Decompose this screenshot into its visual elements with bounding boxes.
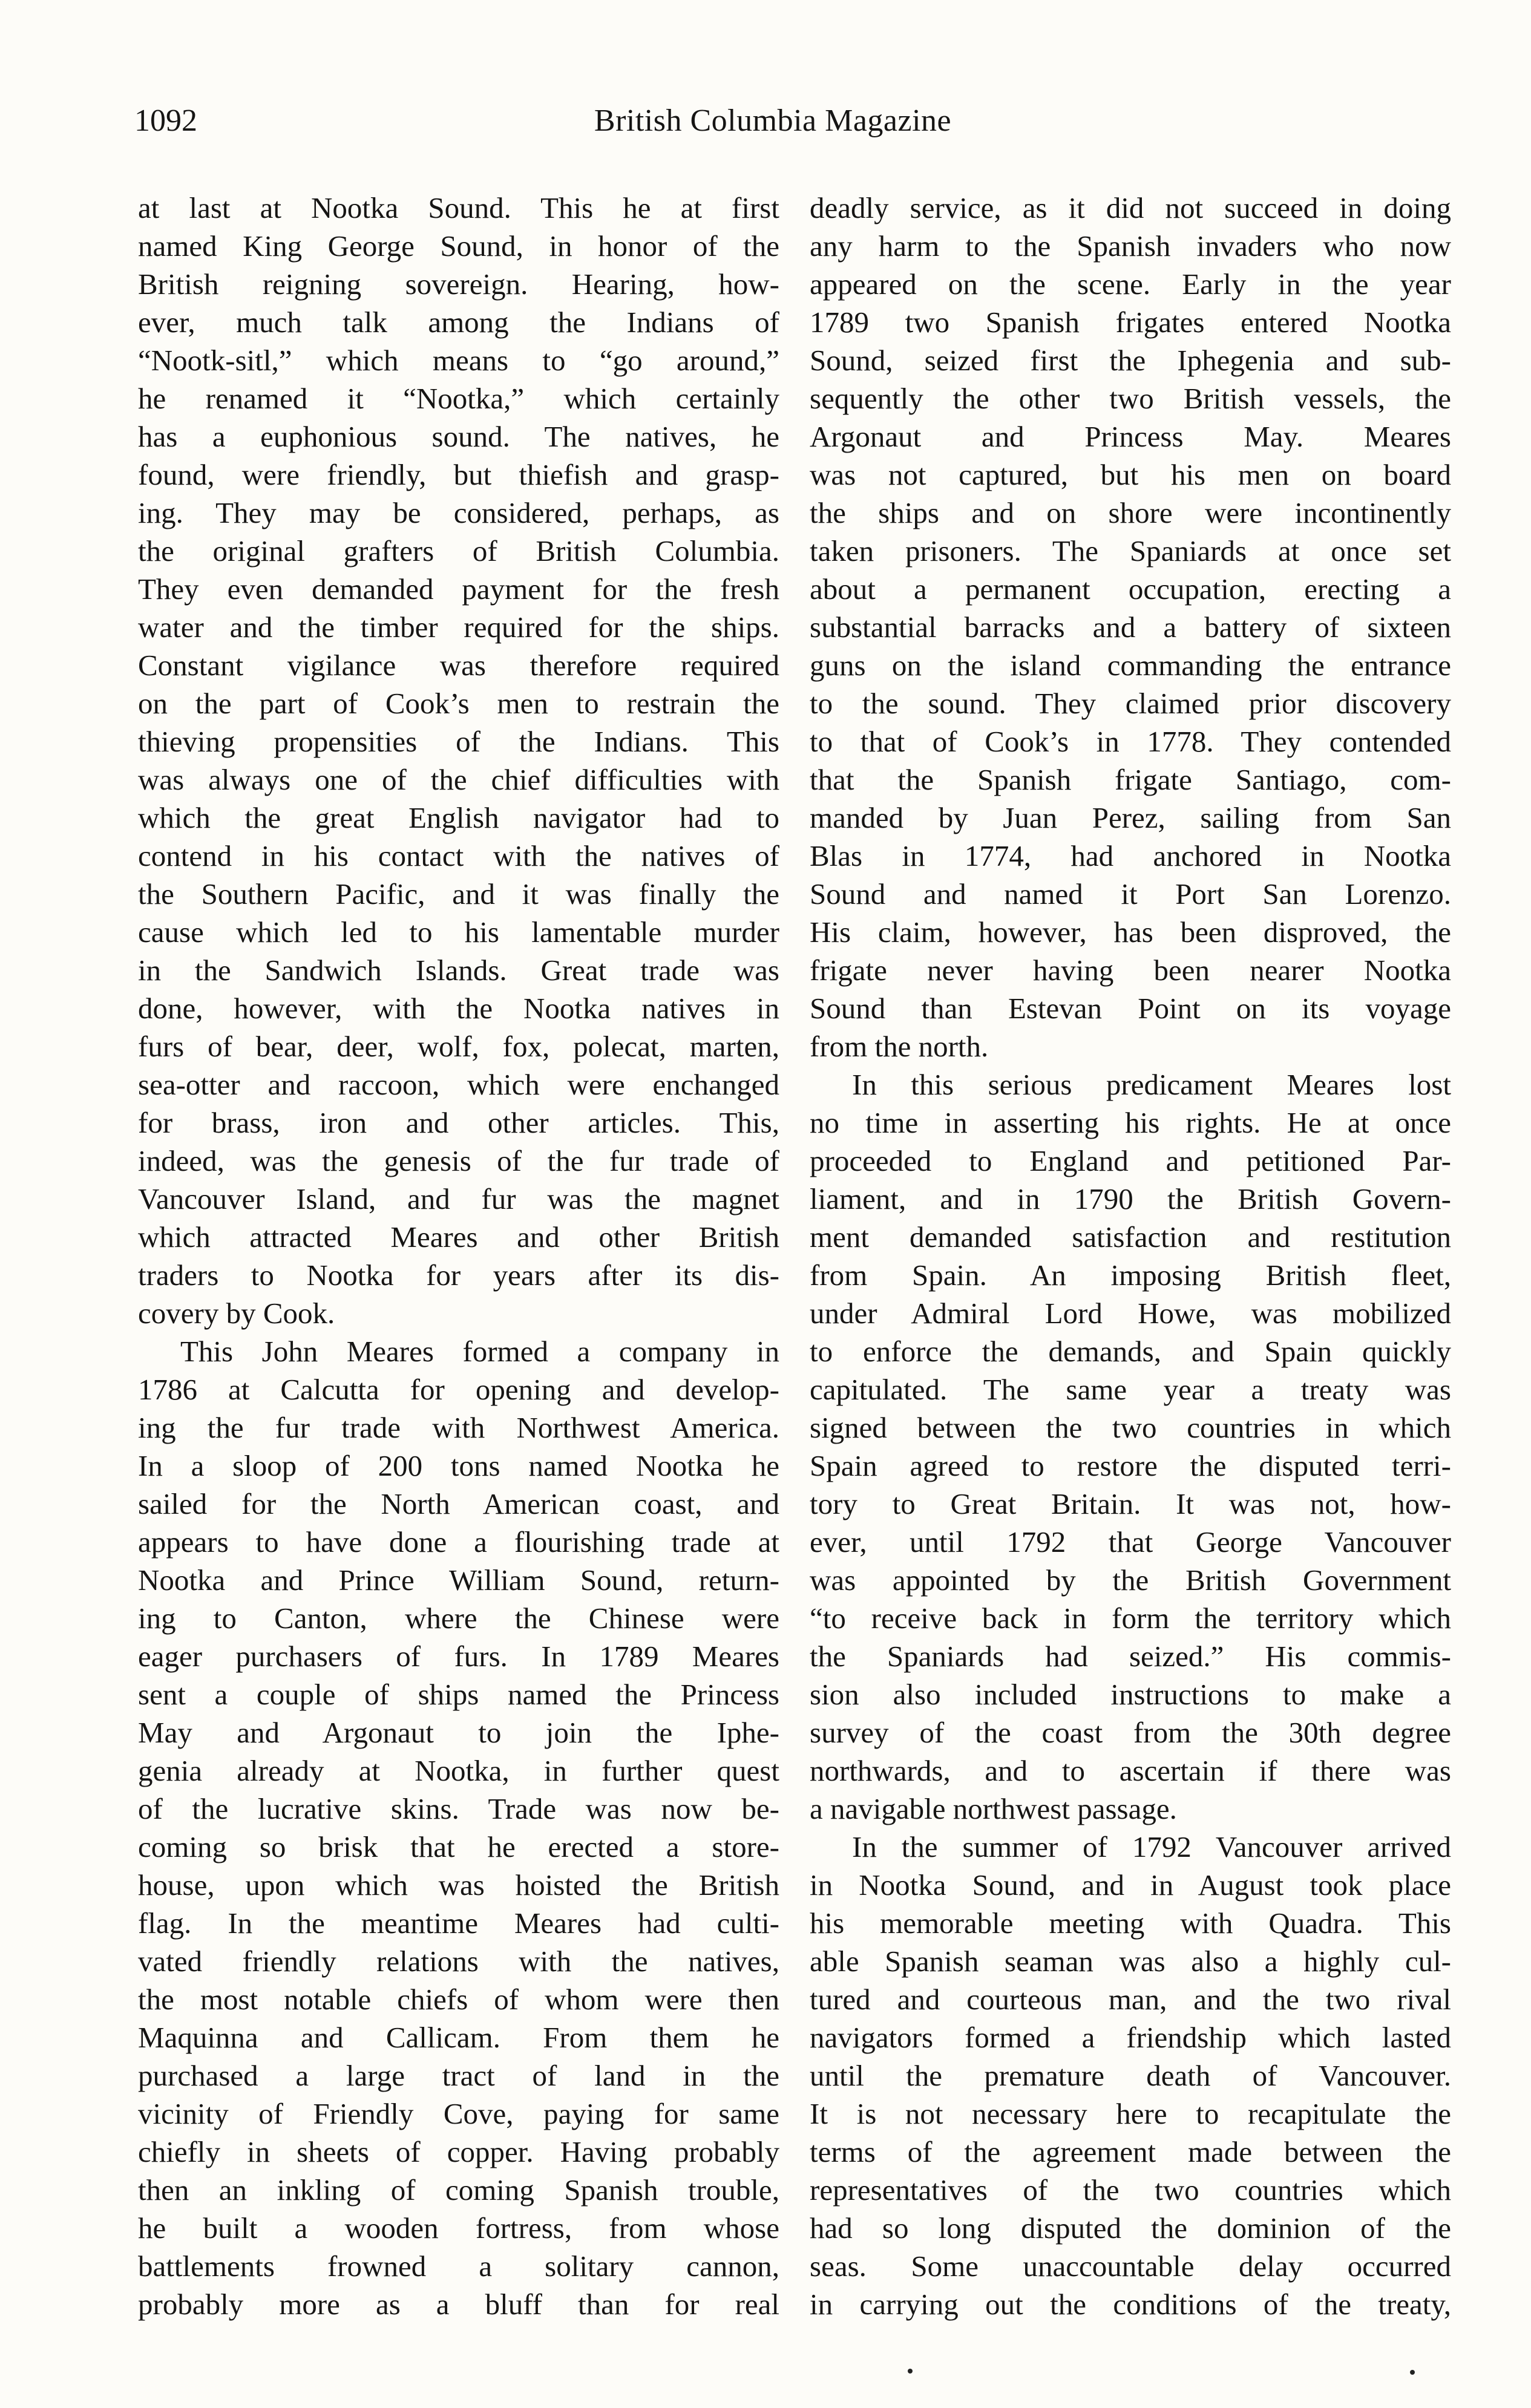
text-line: seas. Some unaccountable delay occurred [810,2249,1451,2283]
text-line: which the great English navigator had to [138,801,779,834]
text-line: named King George Sound, in honor of the [138,229,779,263]
text-line: Constant vigilance was therefore required [138,649,779,682]
text-line: thieving propensities of the Indians. This [138,725,779,758]
text-line: his memorable meeting with Quadra. This [810,1906,1451,1940]
text-line: deadly service, as it did not succeed in doing [810,191,1451,224]
text-line: he renamed it “Nootka,” which certainly [138,382,779,415]
text-line: Nootka and Prince William Sound, return- [138,1563,779,1597]
text-line: contend in his contact with the natives of [138,839,779,872]
text-line: proceeded to England and petitioned Par- [810,1144,1451,1177]
text-line: terms of the agreement made between the [810,2135,1451,2168]
text-line: covery by Cook. [138,1297,335,1330]
text-line: to enforce the demands, and Spain quickly [810,1335,1451,1368]
text-line: the Southern Pacific, and it was finally the [138,877,779,911]
text-line: on the part of Cook’s men to restrain the [138,687,779,720]
text-line: Spain agreed to restore the disputed terri- [810,1449,1451,1482]
text-line: ever, until 1792 that George Vancouver [810,1525,1451,1559]
text-line: taken prisoners. The Spaniards at once set [810,534,1451,568]
left-column [138,189,779,2323]
text-line: in carrying out the conditions of the treaty, [810,2288,1451,2321]
text-line: for brass, iron and other articles. This, [138,1106,779,1139]
text-line: frigate never having been nearer Nootka [810,954,1451,987]
text-line: has a euphonious sound. The natives, he [138,420,779,453]
text-line: was not captured, but his men on board [810,458,1451,491]
text-line: manded by Juan Perez, sailing from San [810,801,1451,834]
text-line: from Spain. An imposing British fleet, [810,1258,1451,1292]
text-line: They even demanded payment for the fresh [138,572,779,606]
text-line: ing. They may be considered, perhaps, as [138,496,779,529]
text-line: liament, and in 1790 the British Govern- [810,1182,1451,1215]
text-line: in Nootka Sound, and in August took place [810,1868,1451,1902]
text-line: In a sloop of 200 tons named Nootka he [138,1449,779,1482]
text-line: sion also included instructions to make a [810,1678,1451,1711]
text-line: guns on the island commanding the entrance [810,649,1451,682]
text-line: a navigable northwest passage. [810,1792,1177,1825]
text-line: northwards, and to ascertain if there was [810,1754,1451,1787]
right-column [810,189,1451,2323]
text-line: that the Spanish frigate Santiago, com- [810,763,1451,796]
text-line: genia already at Nootka, in further quest [138,1754,779,1787]
text-line: In this serious predicament Meares lost [852,1068,1451,1101]
text-line: representatives of the two countries which [810,2173,1451,2207]
text-line: coming so brisk that he erected a store- [138,1830,779,1863]
text-line: under Admiral Lord Howe, was mobilized [810,1297,1451,1330]
text-line: “Nootk-sitl,” which means to “go around,” [138,344,779,377]
text-line: Sound and named it Port San Lorenzo. [810,877,1451,911]
text-line: substantial barracks and a battery of sixteen [810,610,1451,644]
page-specks [908,2363,1452,2381]
speck-mark [908,2369,913,2374]
text-line: ing to Canton, where the Chinese were [138,1602,779,1635]
text-line: was appointed by the British Government [810,1563,1451,1597]
text-line: sequently the other two British vessels, the [810,382,1451,415]
running-title: British Columbia Magazine [594,103,952,138]
text-line: eager purchasers of furs. In 1789 Meares [138,1640,779,1673]
text-line: “to receive back in form the territory which [810,1602,1451,1635]
text-line: appears to have done a flourishing trade at [138,1525,779,1559]
text-line: traders to Nootka for years after its dis- [138,1258,779,1292]
text-line: sailed for the North American coast, and [138,1487,779,1520]
text-line: about a permanent occupation, erecting a [810,572,1451,606]
text-line: This John Meares formed a company in [180,1335,779,1368]
text-line: His claim, however, has been disproved, the [810,915,1451,949]
page-number: 1092 [134,103,197,138]
text-line: battlements frowned a solitary cannon, [138,2249,779,2283]
text-line: he built a wooden fortress, from whose [138,2211,779,2245]
text-line: Sound than Estevan Point on its voyage [810,992,1451,1025]
text-line: found, were friendly, but thiefish and grasp- [138,458,779,491]
text-line: the ships and on shore were incontinently [810,496,1451,529]
text-line: furs of bear, deer, wolf, fox, polecat, marten, [138,1030,779,1063]
text-line: It is not necessary here to recapitulate the [810,2097,1451,2130]
text-line: sent a couple of ships named the Princess [138,1678,779,1711]
text-line: Blas in 1774, had anchored in Nootka [810,839,1451,872]
text-line: 1786 at Calcutta for opening and develop- [138,1373,779,1406]
text-line: water and the timber required for the ships. [138,610,779,644]
text-line: cause which led to his lamentable murder [138,915,779,949]
text-line: tory to Great Britain. It was not, how- [810,1487,1451,1520]
text-line: flag. In the meantime Meares had culti- [138,1906,779,1940]
text-line: vated friendly relations with the natives, [138,1945,779,1978]
text-line: tured and courteous man, and the two rival [810,1983,1451,2016]
text-line: the original grafters of British Columbia. [138,534,779,568]
text-line: survey of the coast from the 30th degree [810,1716,1451,1749]
text-line: then an inkling of coming Spanish trouble, [138,2173,779,2207]
text-line: Vancouver Island, and fur was the magnet [138,1182,779,1215]
text-line: was always one of the chief difficulties with [138,763,779,796]
speck-mark [1410,2370,1415,2375]
text-line: any harm to the Spanish invaders who now [810,229,1451,263]
text-line: indeed, was the genesis of the fur trade of [138,1144,779,1177]
text-line: vicinity of Friendly Cove, paying for same [138,2097,779,2130]
text-line: sea-otter and raccoon, which were enchanged [138,1068,779,1101]
text-line: in the Sandwich Islands. Great trade was [138,954,779,987]
text-line: no time in asserting his rights. He at once [810,1106,1451,1139]
text-line: Sound, seized first the Iphegenia and sub- [810,344,1451,377]
text-line: ment demanded satisfaction and restitution [810,1220,1451,1254]
text-line: British reigning sovereign. Hearing, how- [138,267,779,301]
text-line: able Spanish seaman was also a highly cul- [810,1945,1451,1978]
text-line: of the lucrative skins. Trade was now be- [138,1792,779,1825]
text-line: the most notable chiefs of whom were then [138,1983,779,2016]
text-line: which attracted Meares and other British [138,1220,779,1254]
text-line: purchased a large tract of land in the [138,2059,779,2092]
text-line: In the summer of 1792 Vancouver arrived [852,1830,1451,1863]
text-line: done, however, with the Nootka natives in [138,992,779,1025]
text-line: Argonaut and Princess May. Meares [810,420,1451,453]
text-line: house, upon which was hoisted the British [138,1868,779,1902]
text-line: probably more as a bluff than for real [138,2288,779,2321]
text-line: appeared on the scene. Early in the year [810,267,1451,301]
text-line: navigators formed a friendship which lasted [810,2021,1451,2054]
text-line: ing the fur trade with Northwest America. [138,1411,779,1444]
text-line: from the north. [810,1030,989,1063]
text-line: at last at Nootka Sound. This he at first [138,191,779,224]
text-line: to that of Cook’s in 1778. They contended [810,725,1451,758]
text-line: ever, much talk among the Indians of [138,306,779,339]
text-line: chiefly in sheets of copper. Having probably [138,2135,779,2168]
text-line: capitulated. The same year a treaty was [810,1373,1451,1406]
text-line: Maquinna and Callicam. From them he [138,2021,779,2054]
text-line: had so long disputed the dominion of the [810,2211,1451,2245]
text-line: to the sound. They claimed prior discovery [810,687,1451,720]
text-line: until the premature death of Vancouver. [810,2059,1451,2092]
text-line: the Spaniards had seized.” His commis- [810,1640,1451,1673]
page-header [134,103,1411,151]
text-line: signed between the two countries in which [810,1411,1451,1444]
text-line: May and Argonaut to join the Iphe- [138,1716,779,1749]
text-line: 1789 two Spanish frigates entered Nootka [810,306,1451,339]
